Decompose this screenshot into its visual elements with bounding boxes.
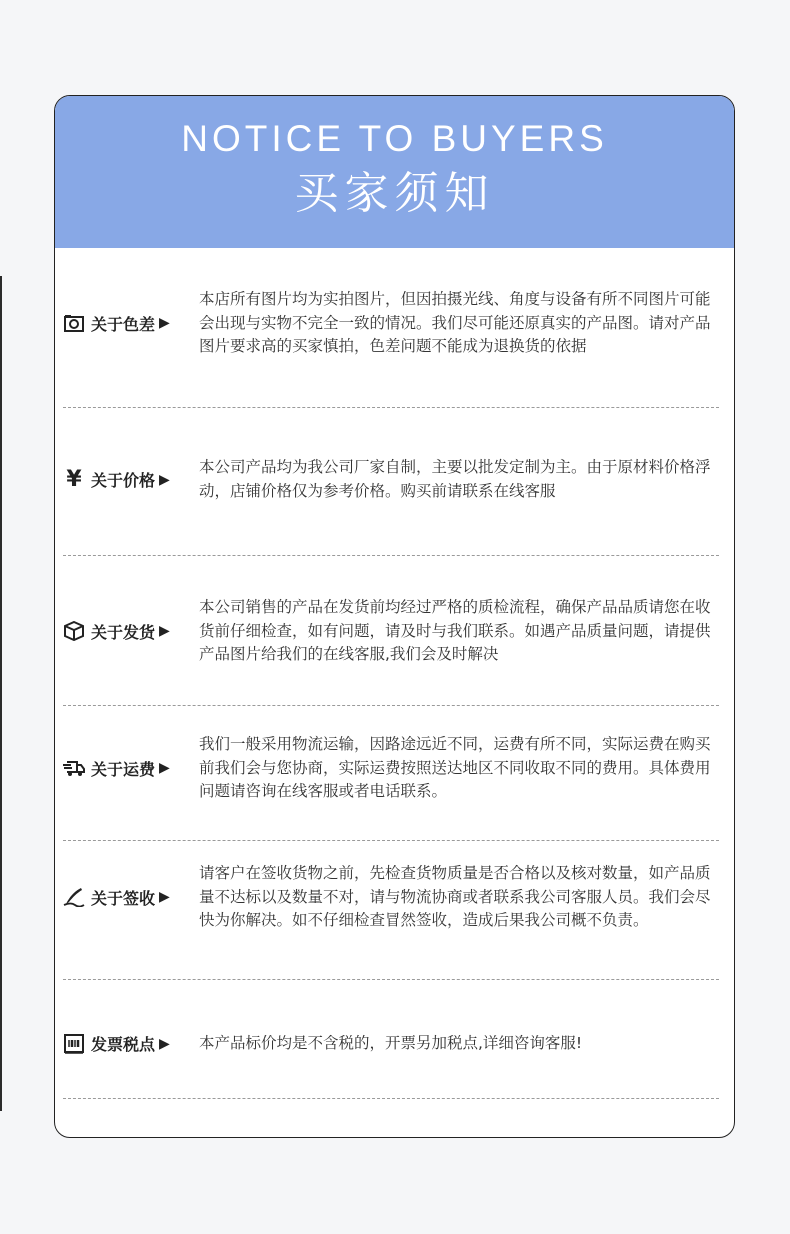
play-arrow-icon: ▶ <box>159 623 170 640</box>
section-label <box>63 620 195 643</box>
truck-icon <box>63 757 85 779</box>
section-price <box>63 456 719 503</box>
section-label <box>63 886 195 909</box>
section-text: 我们一般采用物流运输，因路途远近不同，运费有所不同，实际运费在购买前我们会与您协商，实际运费按照送达地区不同收取不同的费用。具体费用问题请咨询在线客服或者电话联系。 <box>199 735 711 800</box>
dashed-divider <box>63 407 719 408</box>
play-arrow-icon: ▶ <box>159 889 170 906</box>
section-label-text: 关于价格 <box>91 471 156 490</box>
pen-icon <box>63 886 85 908</box>
section-shipping <box>63 596 719 667</box>
section-label <box>63 757 195 780</box>
play-arrow-icon: ▶ <box>159 1035 170 1052</box>
section-text: 请客户在签收货物之前，先检查货物质量是否合格以及核对数量，如产品质量不达标以及数量不对，请与物流协商或者联系我公司客服人员。我们会尽快为你解决。如不仔细检查冒然签收，造成后果我公司概不负责。 <box>199 864 711 929</box>
section-label-text: 关于签收 <box>91 888 156 908</box>
section-text: 本公司销售的产品在发货前均经过严格的质检流程，确保产品品质请您在收货前仔细检查，如有问题，请及时与我们联系。如遇产品质量问题，请提供产品图片给我们的在线客服,我们会及时解决 <box>199 598 711 663</box>
receipt-icon <box>63 1033 85 1055</box>
notice-card <box>54 95 735 1138</box>
play-arrow-icon: ▶ <box>159 315 170 332</box>
section-label-text: 关于发货 <box>91 622 156 642</box>
section-label <box>63 1032 195 1055</box>
dashed-divider <box>63 840 719 841</box>
play-arrow-icon: ▶ <box>159 471 170 488</box>
section-text: 本店所有图片均为实拍图片，但因拍摄光线、角度与设备有所不同图片可能会出现与实物不完全一致的情况。我们尽可能还原真实的产品图。请对产品图片要求高的买家慎拍，色差问题不能成为退换货的依据 <box>199 290 711 355</box>
section-text: 本产品标价均是不含税的，开票另加税点,详细咨询客服! <box>199 1034 583 1052</box>
section-signing <box>63 862 719 933</box>
section-text: 本公司产品均为我公司厂家自制，主要以批发定制为主。由于原材料价格浮动，店铺价格仅为参考价格。购买前请联系在线客服 <box>199 458 711 500</box>
section-label-text: 发票税点 <box>91 1035 156 1055</box>
left-edge-line <box>0 276 2 1111</box>
yen-icon: ¥ <box>66 467 82 492</box>
section-label <box>63 312 195 335</box>
section-color-difference <box>63 288 719 359</box>
section-label-text: 关于运费 <box>91 759 156 779</box>
dashed-divider <box>63 705 719 706</box>
dashed-divider <box>63 979 719 980</box>
section-label <box>63 468 195 491</box>
section-freight <box>63 733 719 804</box>
title-chinese: 买家须知 <box>294 168 495 219</box>
section-label-text: 关于色差 <box>91 314 156 334</box>
play-arrow-icon: ▶ <box>159 760 170 777</box>
package-icon <box>63 620 85 642</box>
title-english: NOTICE TO BUYERS <box>181 118 608 159</box>
camera-icon <box>63 312 85 334</box>
dashed-divider <box>63 555 719 556</box>
notice-header <box>55 96 734 248</box>
dashed-divider <box>63 1098 719 1099</box>
section-invoice-tax <box>63 1032 719 1056</box>
